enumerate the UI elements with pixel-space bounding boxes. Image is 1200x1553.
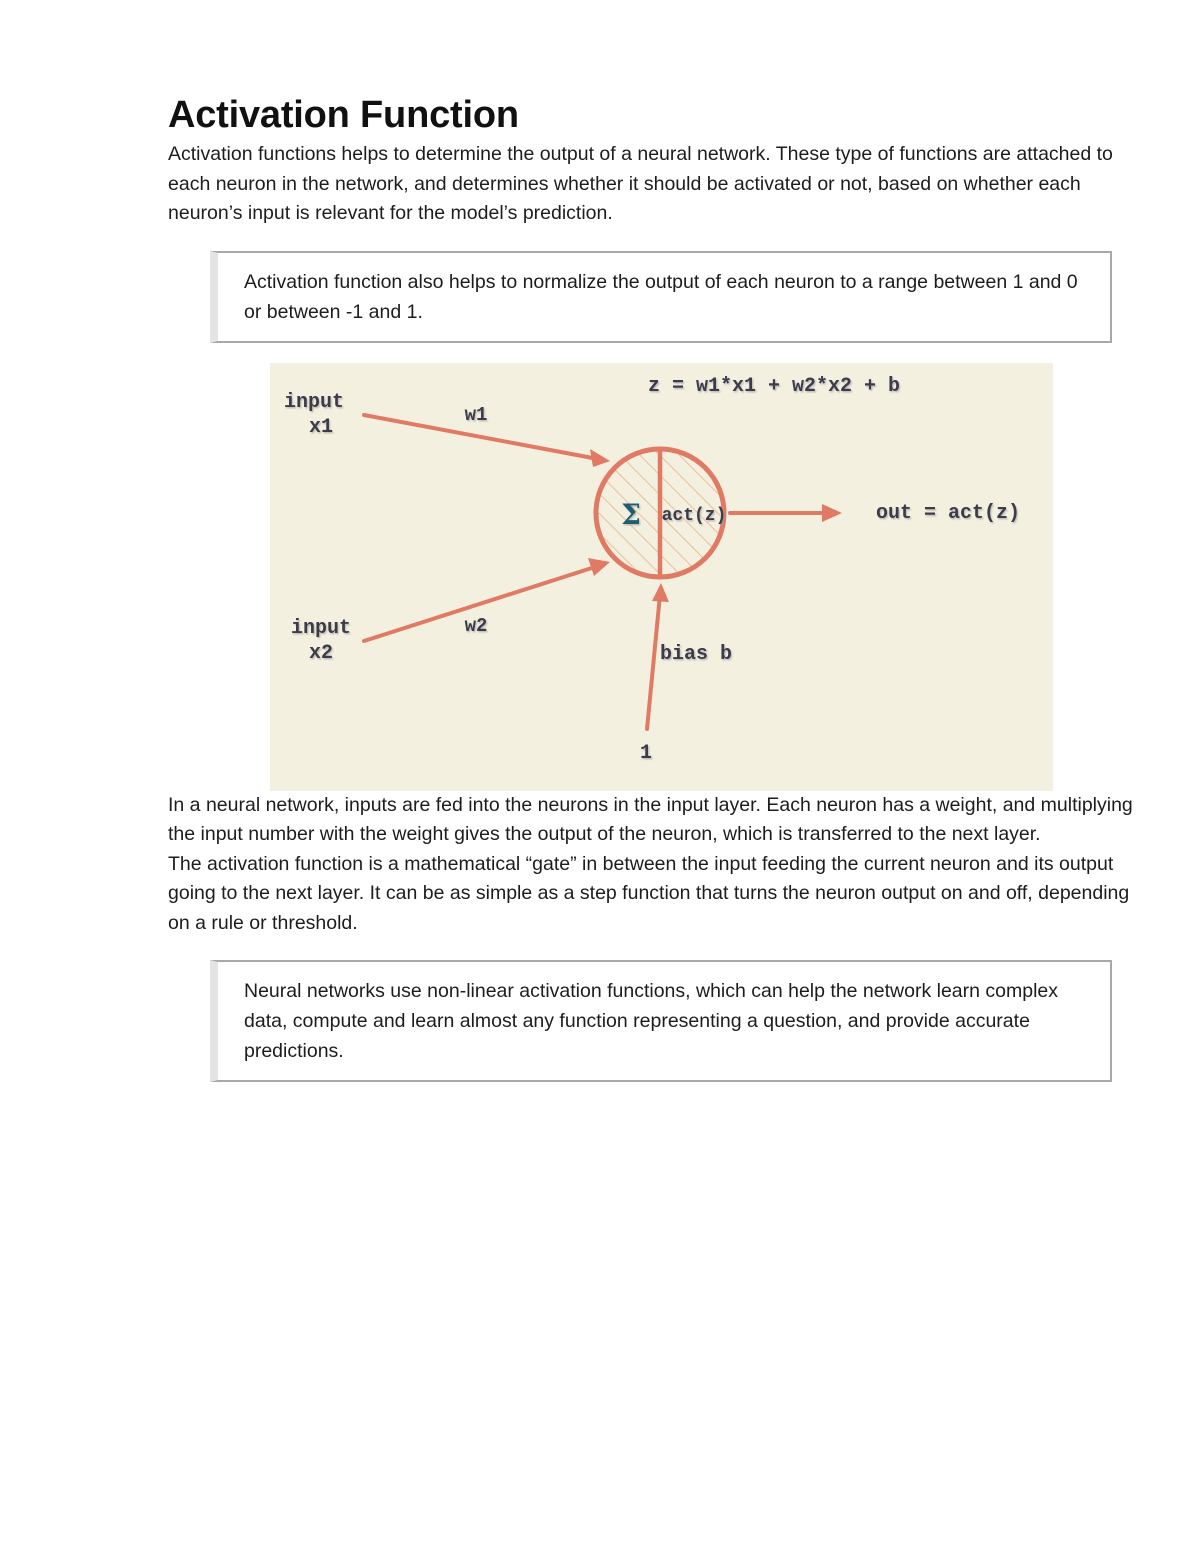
weight1-label: w1 <box>464 403 488 426</box>
callout-box-nonlinear <box>210 960 1112 1082</box>
weight2-label: w2 <box>464 614 488 637</box>
neuron-diagram <box>270 363 1053 791</box>
input1-label-line2: x1 <box>308 415 334 439</box>
neuron-diagram-svg <box>270 363 1053 791</box>
activation-label: act(z) <box>661 505 727 526</box>
input2-label-line2: x2 <box>308 641 334 665</box>
body-paragraph-layers: In a neural network, inputs are fed into the neurons in the input layer. Each neuron has a weight, and multiplying the input number with the weight gives the output of the neuron, which is transferred to the next layer. <box>168 793 1133 845</box>
bias-label: bias b <box>659 642 733 666</box>
input2-arrowhead <box>588 558 610 576</box>
callout-box-normalize <box>210 251 1112 343</box>
input1-label-line1: input <box>283 390 345 414</box>
bias-input-label: 1 <box>639 741 653 765</box>
equation-label: z = w1*x1 + w2*x2 + b <box>647 374 901 398</box>
output-arrowhead <box>822 504 842 522</box>
callout-text-normalize: Activation function also helps to normalize the output of each neuron to a range between 1 and 0 or between -1 and 1. <box>244 270 1078 323</box>
output-label: out = act(z) <box>875 501 1021 525</box>
document-page <box>168 90 1153 1082</box>
callout-text-nonlinear: Neural networks use non-linear activation functions, which can help the network learn complex data, compute and learn almost any function representing a question, and provide accurate predictions. <box>244 980 1059 1062</box>
intro-paragraph: Activation functions helps to determine the output of a neural network. These type of functions are attached to each neuron in the network, and determines whether it should be activated or not, based on whether each neuron’s input is relevant for the model’s prediction. <box>168 143 1113 224</box>
input2-label-line1: input <box>290 616 352 640</box>
body-paragraph-gate: The activation function is a mathematical “gate” in between the input feeding the current neuron and its output going to the next layer. It can be as simple as a step function that turns the neuron output on and off, depending on a rule or threshold. <box>168 852 1130 934</box>
bias-arrowhead <box>652 583 669 602</box>
input1-arrowhead <box>590 449 610 467</box>
sigma-symbol: Σ <box>621 497 641 531</box>
page-title: Activation Function <box>168 94 519 136</box>
bias-arrow-line <box>647 595 660 729</box>
